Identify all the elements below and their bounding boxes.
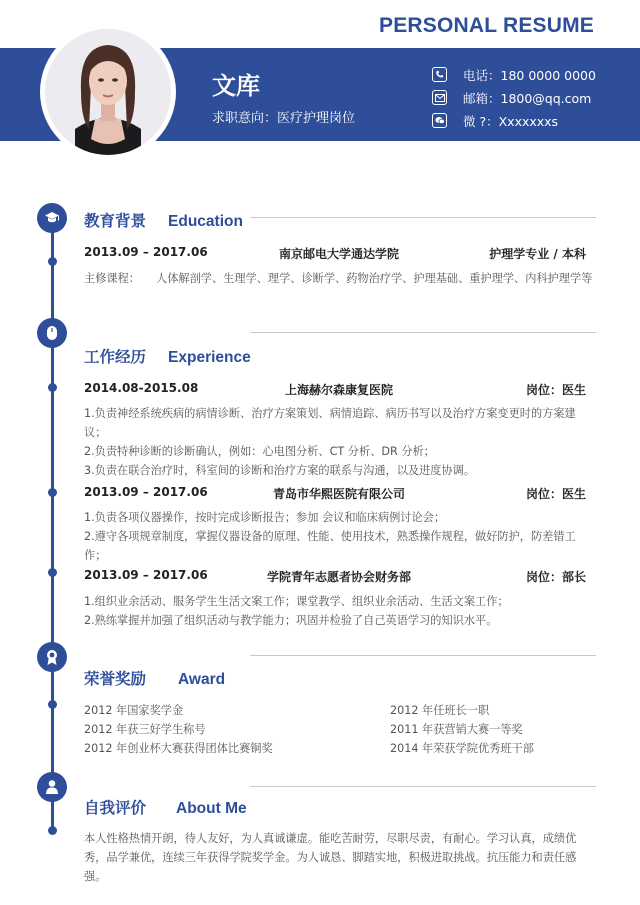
education-title-cn: 教育背景 [84,212,147,230]
courses-text: 人体解剖学、生理学、理学、诊断学、药物治疗学、护理基础、重护理学、内科护理学等 [156,272,593,285]
education-heading [84,209,243,231]
job-date: 2014.08-2015.08 [84,381,199,395]
candidate-name: 文库 [212,72,260,100]
award-item: 2012 年创业杯大赛获得团体比赛铜奖 [84,742,273,755]
education-entry-header [84,245,594,263]
experience-title-en: Experience [168,349,251,366]
timeline-dot [48,488,57,497]
courses-label: 主修课程： [84,272,140,285]
job-organization: 青岛市华熙医院有限公司 [272,487,405,501]
job-header [84,381,594,399]
section-divider [250,217,596,218]
contact-list [432,63,596,132]
contact-wechat [432,109,596,132]
job-date: 2013.09 – 2017.06 [84,568,208,582]
award-title-en: Award [178,671,226,688]
education-date: 2013.09 – 2017.06 [84,245,208,259]
wechat-text: 微 ?：Xxxxxxxs [463,113,559,129]
job-duties [84,592,596,630]
person-icon [37,772,67,802]
award-item: 2011 年获营销大赛一等奖 [390,723,523,736]
duty-line: 2.遵守各项规章制度，掌握仪器设备的原理、性能、使用技术，熟悉操作规程，做好防护，防差错工作； [84,530,576,562]
timeline-dot [48,568,57,577]
job-intent: 求职意向：医疗护理岗位 [212,111,356,126]
education-school: 南京邮电大学通达学院 [278,247,399,261]
job-header [84,485,594,503]
about-heading [84,796,247,818]
award-title-cn: 荣誉奖励 [84,670,147,688]
section-divider [250,332,596,333]
about-text: 本人性格热情开朗，待人友好，为人真诚谦虚。能吃苦耐劳，尽职尽责，有耐心。学习认真，成绩优秀，品学兼优，连续三年获得学院奖学金。为人诚恳、脚踏实地，积极进取挑战。抗压能力和责任感强。 [84,832,577,883]
job-role: 岗位：医生 [525,383,586,397]
award-heading [84,667,225,689]
section-divider [250,786,596,787]
education-major: 护理学专业 / 本科 [489,247,586,261]
education-courses [84,269,596,288]
medal-icon [37,642,67,672]
duty-line: 1.负责神经系统疾病的病情诊断、治疗方案策划、病情追踪、病历书写以及治疗方案变更时的方案建议； [84,407,576,439]
job-organization: 学院青年志愿者协会财务部 [266,570,411,584]
contact-phone [432,63,596,86]
graduation-cap-icon [37,203,67,233]
phone-icon [432,67,447,82]
contact-email [432,86,596,109]
award-item: 2012 年任班长一职 [390,704,490,717]
job-role: 岗位：部长 [525,570,586,584]
email-text: 邮箱：1800@qq.com [463,90,592,106]
job-date: 2013.09 – 2017.06 [84,485,208,499]
duty-line: 2.负责特种诊断的诊断确认，例如：心电图分析、CT 分析、DR 分析； [84,445,435,458]
job-duties [84,508,596,565]
timeline-dot [48,383,57,392]
job-organization: 上海赫尔森康复医院 [284,383,393,397]
portrait-photo [45,29,171,155]
award-item: 2014 年荣获学院优秀班干部 [390,742,534,755]
about-title-en: About Me [176,800,247,817]
award-item: 2012 年国家奖学金 [84,704,184,717]
avatar [40,24,176,160]
job-role: 岗位：医生 [525,487,586,501]
duty-line: 1.组织业余活动、服务学生生活文案工作；课堂教学、组织业余活动、生活文案工作； [84,595,509,608]
award-list-left [84,701,273,758]
resume-title: PERSONAL RESUME [379,14,594,37]
timeline-dot [48,257,57,266]
phone-text: 电话：180 0000 0000 [463,67,596,83]
award-item: 2012 年获三好学生称号 [84,723,206,736]
experience-heading [84,345,251,367]
duty-line: 3.负责在联合治疗时，科室间的诊断和治疗方案的联系与沟通，以及进度协调。 [84,464,476,477]
timeline-dot [48,826,57,835]
experience-title-cn: 工作经历 [84,348,147,366]
duty-line: 2.熟练掌握并加强了组织活动与教学能力；巩固并检验了自己英语学习的知识水平。 [84,614,498,627]
section-divider [250,655,596,656]
job-duties [84,404,596,480]
mail-icon [432,90,447,105]
wechat-icon [432,113,447,128]
duty-line: 1.负责各项仪器操作，按时完成诊断报告；参加 会议和临床病例讨论会； [84,511,446,524]
job-header [84,568,594,586]
education-title-en: Education [168,213,243,230]
timeline-dot [48,700,57,709]
about-title-cn: 自我评价 [84,799,147,817]
award-list-right [390,701,534,758]
mouse-icon [37,318,67,348]
